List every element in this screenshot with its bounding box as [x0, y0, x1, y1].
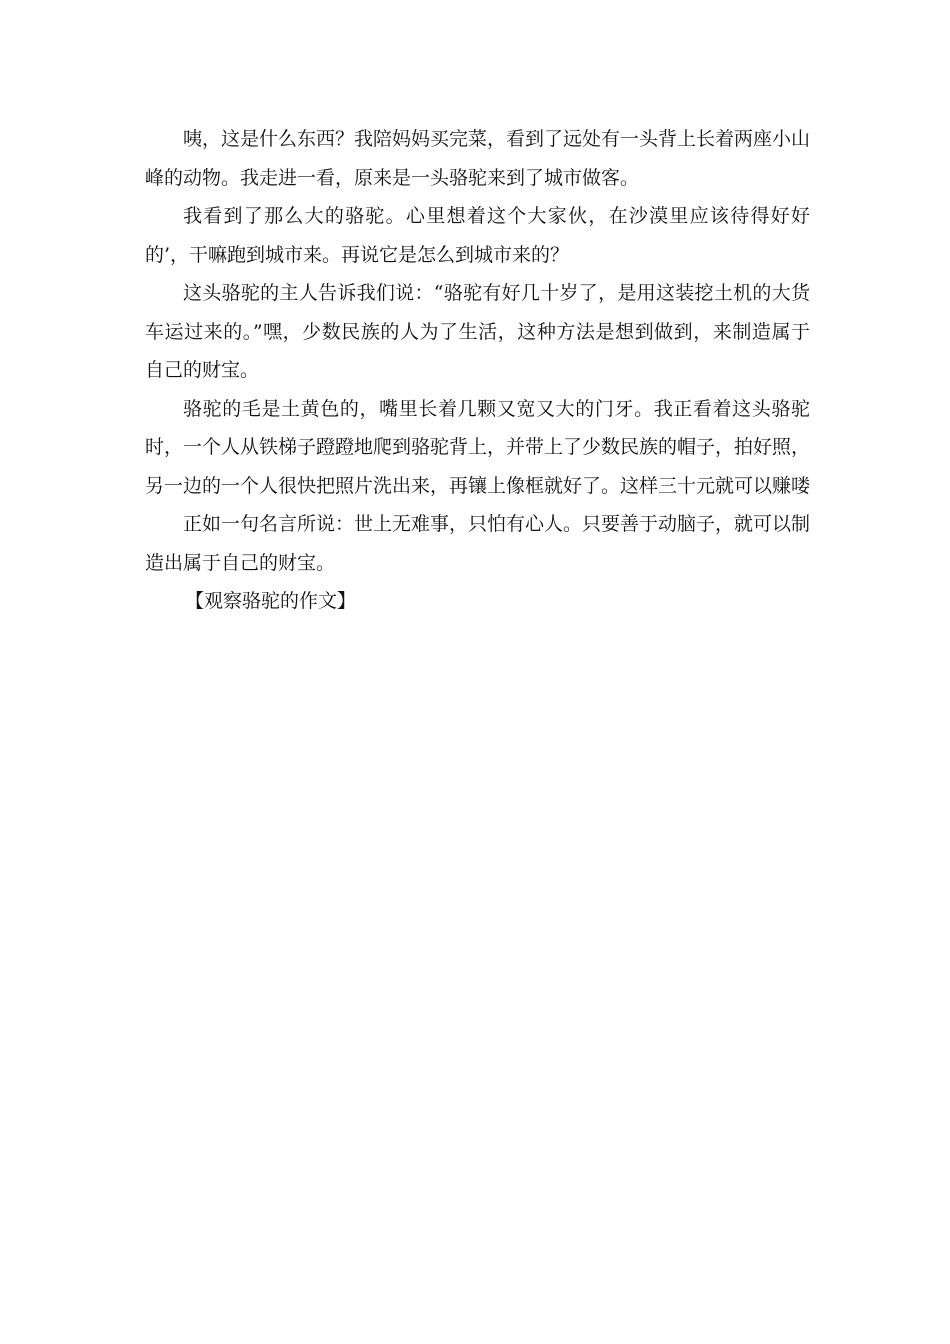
essay-body [145, 120, 810, 621]
paragraph-1: 咦，这是什么东西？我陪妈妈买完菜，看到了远处有一头背上长着两座小山峰的动物。我走进一看，原来是一头骆驼来到了城市做客。 [145, 128, 811, 189]
paragraph-3: 这头骆驼的主人告诉我们说：“骆驼有好几十岁了，是用这装挖土机的大货车运过来的。”嘿，少数民族的人为了生活，这种方法是想到做到，来制造属于自己的财宝。 [145, 282, 810, 381]
essay-title: 【观察骆驼的作文】 [185, 590, 357, 612]
paragraph-2: 我看到了那么大的骆驼。心里想着这个大家伙，在沙漠里应该待得好好的’，干嘛跑到城市来。再说它是怎么到城市来的？ [145, 205, 810, 266]
paragraph-5: 正如一句名言所说：世上无难事，只怕有心人。只要善于动脑子，就可以制造出属于自己的财宝。 [145, 513, 811, 574]
paragraph-4: 骆驼的毛是土黄色的，嘴里长着几颗又宽又大的门牙。我正看着这头骆驼时，一个人从铁梯子蹬蹬地爬到骆驼背上，并带上了少数民族的帽子，拍好照，另一边的一个人很快把照片洗出来，再镶上像框就好了。这样三十元就可以赚喽 [145, 397, 811, 497]
